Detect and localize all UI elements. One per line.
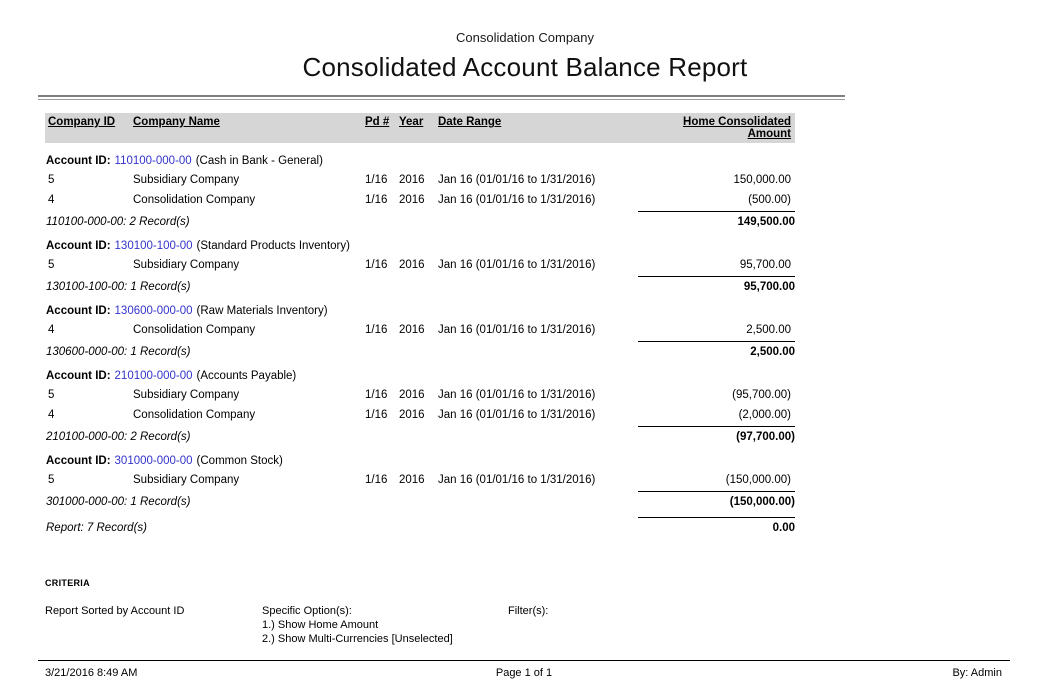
pd-cell: 1/16 — [365, 389, 388, 401]
report-total-row — [45, 517, 795, 534]
date-range-cell: Jan 16 (01/01/16 to 1/31/2016) — [438, 324, 596, 336]
company-name-cell: Subsidiary Company — [133, 389, 240, 401]
company-name-cell: Consolidation Company — [133, 409, 256, 421]
footer-timestamp: 3/21/2016 8:49 AM — [45, 667, 138, 679]
pd-cell: 1/16 — [365, 259, 388, 271]
account-group — [45, 455, 795, 508]
account-id-label: Account ID: — [46, 155, 111, 167]
year-cell: 2016 — [399, 389, 425, 401]
column-header-year: Year — [399, 116, 424, 128]
table-row — [45, 170, 795, 190]
group-subtotal-row — [45, 491, 795, 508]
subtotal-label: 110100-000-00: 2 Record(s) — [46, 216, 190, 228]
criteria-sorted-by: Report Sorted by Account ID — [45, 605, 185, 617]
column-header-amount: Home Consolidated Amount — [683, 116, 791, 140]
company-id-cell: 4 — [48, 409, 55, 421]
subtotal-amount: 95,700.00 — [638, 276, 795, 293]
footer-divider — [38, 660, 1010, 661]
subtotal-amount: 2,500.00 — [638, 341, 795, 358]
criteria-section — [45, 605, 1050, 647]
table-row — [45, 470, 795, 490]
table-row — [45, 190, 795, 210]
account-header — [45, 305, 795, 317]
date-range-cell: Jan 16 (01/01/16 to 1/31/2016) — [438, 389, 596, 401]
amount-cell: 150,000.00 — [733, 174, 791, 186]
account-header — [45, 240, 795, 252]
year-cell: 2016 — [399, 194, 425, 206]
year-cell: 2016 — [399, 259, 425, 271]
company-id-cell: 4 — [48, 194, 55, 206]
account-id-label: Account ID: — [46, 305, 111, 317]
account-name: (Cash in Bank - General) — [195, 155, 323, 167]
criteria-filters-label: Filter(s): — [508, 605, 549, 617]
pd-cell: 1/16 — [365, 324, 388, 336]
amount-cell: (95,700.00) — [732, 389, 791, 401]
subtotal-label: 130600-000-00: 1 Record(s) — [46, 346, 191, 358]
criteria-option: 2.) Show Multi-Currencies [Unselected] — [262, 633, 453, 645]
account-id-label: Account ID: — [46, 370, 111, 382]
column-header-company-id: Company ID — [48, 116, 116, 128]
account-id-link[interactable]: 110100-000-00 — [114, 155, 192, 167]
page-title: Consolidated Account Balance Report — [302, 52, 748, 82]
account-name: (Raw Materials Inventory) — [196, 305, 328, 317]
pd-cell: 1/16 — [365, 174, 388, 186]
date-range-cell: Jan 16 (01/01/16 to 1/31/2016) — [438, 259, 596, 271]
company-id-cell: 4 — [48, 324, 55, 336]
amount-cell: 95,700.00 — [739, 259, 791, 271]
table-row — [45, 320, 795, 340]
amount-cell: (500.00) — [748, 194, 791, 206]
account-group — [45, 370, 795, 443]
table-header-row — [45, 113, 795, 143]
footer-printed-by: By: Admin — [952, 667, 1002, 679]
account-id-link[interactable]: 301000-000-00 — [114, 455, 193, 467]
report-table — [45, 113, 795, 534]
column-header-pd: Pd # — [365, 116, 390, 128]
account-id-link[interactable]: 130100-100-00 — [114, 240, 193, 252]
column-header-date-range: Date Range — [438, 116, 502, 128]
group-subtotal-row — [45, 426, 795, 443]
footer-page-number: Page 1 of 1 — [495, 667, 553, 679]
subtotal-label: 130100-100-00: 1 Record(s) — [46, 281, 191, 293]
account-id-label: Account ID: — [46, 455, 111, 467]
account-header — [45, 370, 795, 382]
date-range-cell: Jan 16 (01/01/16 to 1/31/2016) — [438, 474, 596, 486]
year-cell: 2016 — [399, 409, 425, 421]
company-id-cell: 5 — [48, 389, 55, 401]
table-row — [45, 385, 795, 405]
criteria-options-label: Specific Option(s): — [262, 605, 352, 617]
company-name-cell: Consolidation Company — [133, 324, 256, 336]
group-subtotal-row — [45, 211, 795, 228]
table-row — [45, 255, 795, 275]
company-name-cell: Consolidation Company — [133, 194, 256, 206]
account-id-link[interactable]: 210100-000-00 — [114, 370, 193, 382]
subtotal-amount: (150,000.00) — [638, 491, 795, 508]
subtotal-label: 301000-000-00: 1 Record(s) — [46, 496, 191, 508]
pd-cell: 1/16 — [365, 409, 388, 421]
account-header — [45, 155, 795, 167]
report-total-label: Report: 7 Record(s) — [46, 522, 147, 534]
report-total-amount: 0.00 — [638, 517, 795, 534]
criteria-heading: CRITERIA — [45, 578, 90, 588]
subtotal-label: 210100-000-00: 2 Record(s) — [46, 431, 191, 443]
account-header — [45, 455, 795, 467]
criteria-option: 1.) Show Home Amount — [262, 619, 379, 631]
group-subtotal-row — [45, 276, 795, 293]
account-group — [45, 155, 795, 228]
account-group — [45, 305, 795, 358]
account-id-link[interactable]: 130600-000-00 — [114, 305, 193, 317]
subtotal-amount: (97,700.00) — [638, 426, 795, 443]
amount-cell: (2,000.00) — [738, 409, 791, 421]
account-name: (Common Stock) — [196, 455, 283, 467]
report-company-name: Consolidation Company — [455, 30, 595, 45]
criteria-options — [262, 605, 508, 647]
account-name: (Accounts Payable) — [196, 370, 297, 382]
page-footer — [38, 667, 1010, 681]
account-id-label: Account ID: — [46, 240, 111, 252]
date-range-cell: Jan 16 (01/01/16 to 1/31/2016) — [438, 194, 596, 206]
company-name-cell: Subsidiary Company — [133, 174, 240, 186]
company-id-cell: 5 — [48, 174, 55, 186]
date-range-cell: Jan 16 (01/01/16 to 1/31/2016) — [438, 409, 596, 421]
subtotal-amount: 149,500.00 — [638, 211, 795, 228]
company-name-cell: Subsidiary Company — [133, 259, 240, 271]
account-group — [45, 240, 795, 293]
company-name-cell: Subsidiary Company — [133, 474, 240, 486]
company-id-cell: 5 — [48, 259, 55, 271]
group-subtotal-row — [45, 341, 795, 358]
year-cell: 2016 — [399, 174, 425, 186]
table-row — [45, 405, 795, 425]
date-range-cell: Jan 16 (01/01/16 to 1/31/2016) — [438, 174, 596, 186]
column-header-company-name: Company Name — [133, 116, 220, 128]
company-id-cell: 5 — [48, 474, 55, 486]
account-name: (Standard Products Inventory) — [196, 240, 350, 252]
year-cell: 2016 — [399, 474, 425, 486]
pd-cell: 1/16 — [365, 194, 388, 206]
year-cell: 2016 — [399, 324, 425, 336]
pd-cell: 1/16 — [365, 474, 388, 486]
title-divider — [38, 95, 845, 100]
amount-cell: (150,000.00) — [725, 474, 791, 486]
amount-cell: 2,500.00 — [746, 324, 791, 336]
